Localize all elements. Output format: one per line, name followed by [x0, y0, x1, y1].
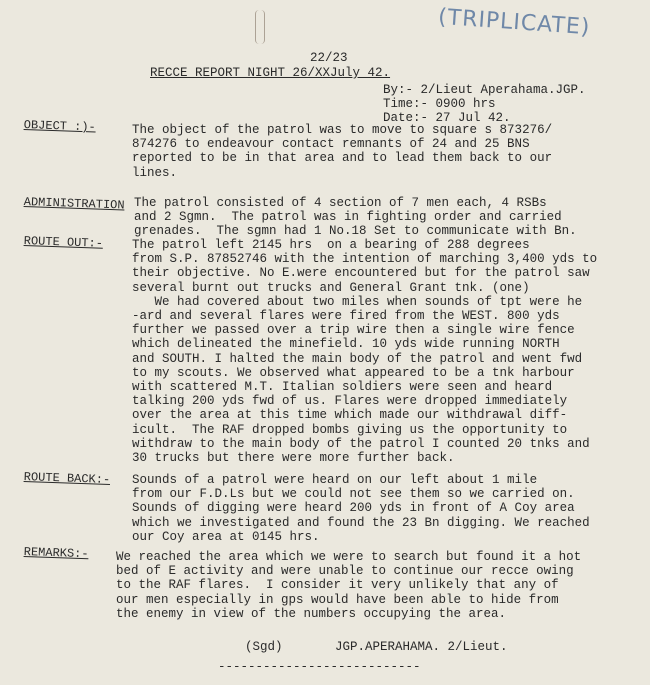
paper-fold-mark [255, 10, 265, 44]
remarks-text: We reached the area which we were to search but found it a hot bed of E activity and were unable to continue our recce owing to the RAF flares. I consider it very unlikely that any of our men especially in gps would have been able to hide from the enemy in view of the numbers occupying the area. [116, 550, 582, 621]
report-title: RECCE REPORT NIGHT 26/XXJuly 42. [150, 66, 391, 80]
author-line: By:- 2/Lieut Aperahama.JGP. [383, 83, 586, 97]
triplicate-stamp: (TRIPLICATE) [437, 4, 592, 41]
report-number: 22/23 [310, 51, 348, 65]
remarks-label: REMARKS:- [23, 545, 89, 562]
route-out-label: ROUTE OUT:- [23, 234, 104, 251]
administration-label: ADMINISTRATION [23, 195, 125, 213]
time-line: Time:- 0900 hrs [383, 97, 496, 111]
object-label: OBJECT :)- [23, 118, 96, 135]
administration-text: The patrol consisted of 4 section of 7 men each, 4 RSBs and 2 Sgmn. The patrol was in fighting order and carried grenades. The sgmn had 1 No.18 Set to communicate with Bn. [134, 196, 577, 239]
route-out-text: The patrol left 2145 hrs on a bearing of 288 degrees from S.P. 87852746 with the intention of marching 3,400 yds to their objective. No E.were encountered but for the patrol saw several burnt out trucks and General Grant tnk. (one) We had covered about two miles when sounds of tpt were he -ard and several flares were fired from the WEST. 800 yds further we passed over a trip wire then a single wire fence which delineated the minefield. 10 yds wide running NORTH and SOUTH. I halted the main body of the patrol and went fwd to my scouts. We observed what appeared to be a tnk harbour with scattered M.T. Italian soldiers were seen and heard talking 200 yds fwd of us. Flares were dropped immediately over the area at this time which made our withdrawal diff- icult. The RAF dropped bombs giving us the opportunity to withdraw to the main body of the patrol I counted 20 tnks and 30 trucks but there were more further back. [132, 238, 598, 466]
signature: (Sgd) JGP.APERAHAMA. 2/Lieut. [245, 640, 508, 654]
route-back-text: Sounds of a patrol were heard on our left about 1 mile from our F.D.Ls but we could not see them so we carried on. Sounds of digging were heard 200 yds in front of A Coy area which we investigated and found the 23 Bn digging. We reached our Coy area at 0145 hrs. [132, 473, 590, 544]
object-text: The object of the patrol was to move to square s 873276/ 874276 to endeavour contact remnants of 24 and 25 BNS reported to be in that area and to lead them back to our lines. [132, 123, 553, 180]
date-line: Date:- 27 Jul 42. [383, 111, 511, 125]
signature-rule: --------------------------- [218, 660, 421, 674]
route-back-label: ROUTE BACK:- [23, 470, 111, 488]
